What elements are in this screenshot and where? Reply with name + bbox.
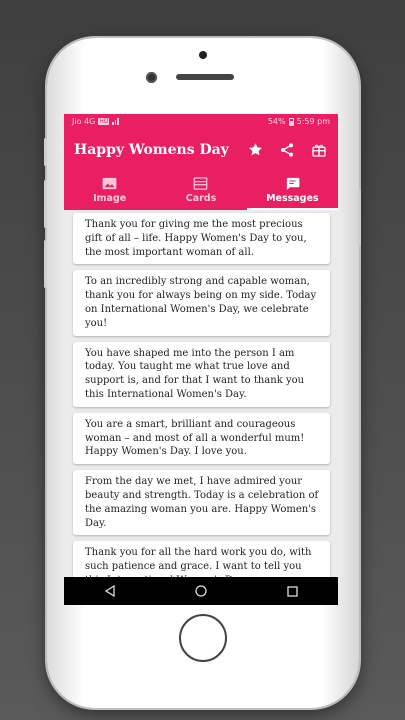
phone-volume-up — [44, 180, 47, 228]
battery-percent: 54% — [267, 117, 286, 126]
message-list — [64, 210, 338, 593]
tab-bar — [64, 170, 338, 210]
app-bar — [64, 129, 338, 170]
message-card[interactable]: Thank you for all the hard work you do, with such patience and grace. I want to tell you — [73, 541, 330, 592]
front-sensor — [199, 51, 207, 59]
message-card[interactable]: You have shaped me into the person I am today. You taught me what true love and support is, and for that I want to thank you this International Women's Day. — [73, 342, 330, 407]
image-icon — [102, 177, 117, 190]
clock: 5:59 pm — [296, 117, 330, 126]
phone-home-button[interactable] — [179, 614, 227, 662]
status-bar — [64, 114, 338, 129]
phone-side-button — [44, 138, 47, 166]
phone-power-button — [358, 190, 361, 246]
tab-image[interactable] — [64, 170, 155, 210]
home-icon[interactable] — [194, 584, 208, 598]
app-title: Happy Womens Day — [74, 141, 229, 158]
carrier-label: Jio 4G — [72, 117, 96, 126]
message-card[interactable]: Thank you for giving me the most precious gift of all – life. Happy Women's Day to you, the most important woman of all. — [73, 213, 330, 264]
earpiece-speaker — [176, 74, 234, 80]
tab-cards-label: Cards — [185, 192, 217, 204]
battery-icon — [289, 118, 294, 126]
message-icon — [285, 177, 300, 190]
star-icon[interactable] — [246, 141, 264, 159]
android-nav-bar — [64, 577, 338, 605]
message-card[interactable]: To an incredibly strong and capable woman, thank you for always being on my side. Today on International Women's Day, we celebrate you! — [73, 270, 330, 335]
front-camera — [146, 72, 157, 83]
message-card[interactable]: From the day we met, I have admired your beauty and strength. Today is a celebration of the amazing woman you are. Happy Women's Day. — [73, 470, 330, 535]
message-card[interactable]: You are a smart, brilliant and courageous woman – and most of all a wonderful mum! Happy Women's Day. I love you. — [73, 413, 330, 464]
tab-messages[interactable] — [247, 170, 338, 210]
tab-cards[interactable] — [155, 170, 246, 210]
cards-icon — [193, 177, 208, 190]
share-icon[interactable] — [278, 141, 296, 159]
tab-image-label: Image — [93, 192, 127, 204]
signal-icon — [112, 118, 119, 125]
tab-messages-label: Messages — [266, 192, 319, 204]
app-screen — [64, 114, 338, 605]
phone-volume-down — [44, 240, 47, 288]
volte-badge: HD — [99, 118, 109, 125]
recents-icon[interactable] — [285, 584, 299, 598]
gift-icon[interactable] — [310, 141, 328, 159]
back-icon[interactable] — [103, 584, 117, 598]
